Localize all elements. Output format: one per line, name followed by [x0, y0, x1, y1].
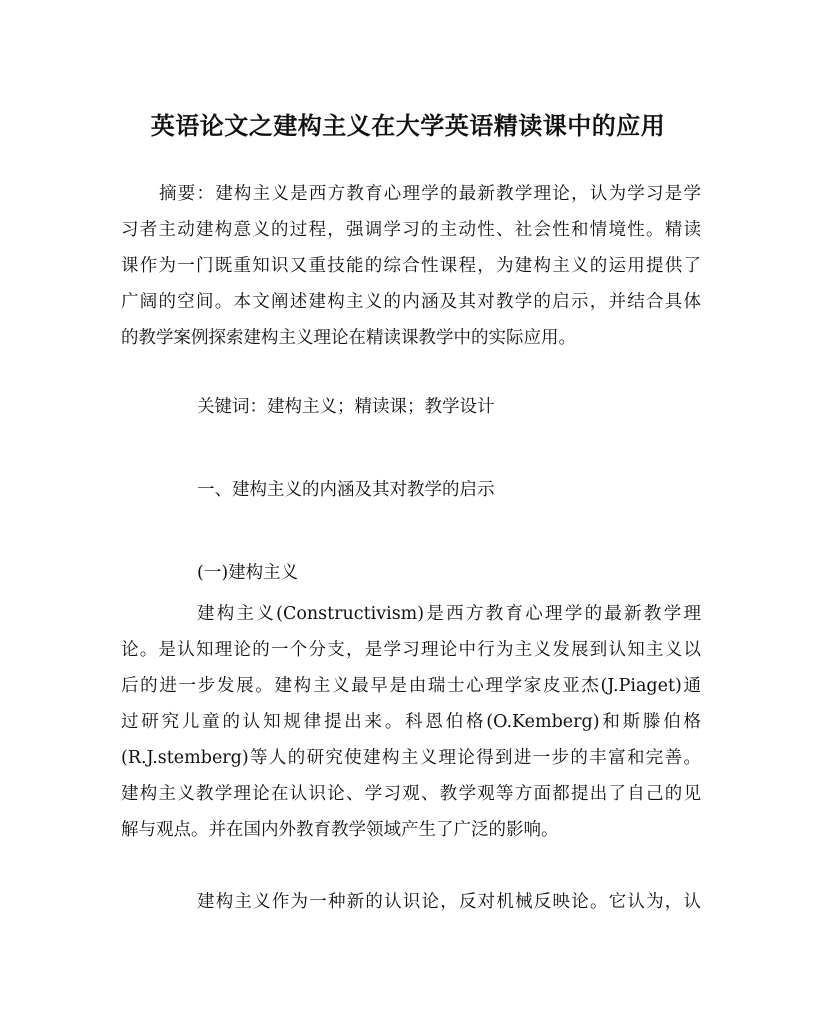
abstract-paragraph: [121, 176, 701, 356]
section-heading: [121, 472, 701, 508]
keywords-text: 关键词：建构主义；精读课；教学设计: [197, 397, 495, 417]
paragraph-line: 解与观点。并在国内外教育教学领域产生了广泛的影响。: [121, 820, 559, 840]
document-title: 英语论文之建构主义在大学英语精读课中的应用: [150, 111, 666, 140]
abstract-line: 课作为一门既重知识又重技能的综合性课程，为建构主义的运用提供了: [121, 256, 701, 276]
body-paragraph: [121, 596, 701, 848]
paragraph-line: (R.J.stemberg)等人的研究使建构主义理论得到进一步的丰富和完善。: [121, 748, 701, 768]
paragraph-line: 建构主义教学理论在认识论、学习观、教学观等方面都提出了自己的见: [121, 784, 701, 804]
paragraph-line: 建构主义(Constructivism)是西方教育心理学的最新教学理: [197, 604, 701, 624]
keywords-line: [121, 389, 701, 425]
abstract-line: 广阔的空间。本文阐述建构主义的内涵及其对教学的启示，并结合具体: [121, 292, 701, 312]
section-heading-text: 一、建构主义的内涵及其对教学的启示: [197, 480, 495, 500]
body-paragraph: [121, 884, 701, 920]
paragraph-line: 论。是认知理论的一个分支，是学习理论中行为主义发展到认知主义以: [121, 640, 701, 660]
abstract-line: 习者主动建构意义的过程，强调学习的主动性、社会性和情境性。精读: [121, 220, 701, 240]
subsection-heading-text: (一)建构主义: [197, 563, 299, 583]
abstract-line: 的教学案例探索建构主义理论在精读课教学中的实际应用。: [121, 328, 576, 348]
paragraph-line: 后的进一步发展。建构主义最早是由瑞士心理学家皮亚杰(J.Piaget)通: [121, 676, 701, 696]
abstract-line: 摘要：建构主义是西方教育心理学的最新教学理论，认为学习是学: [159, 184, 701, 204]
paragraph-line: 建构主义作为一种新的认识论，反对机械反映论。它认为，认: [197, 892, 701, 912]
subsection-heading: [121, 555, 701, 591]
paragraph-line: 过研究儿童的认知规律提出来。科恩伯格(O.Kemberg)和斯滕伯格: [121, 712, 701, 732]
